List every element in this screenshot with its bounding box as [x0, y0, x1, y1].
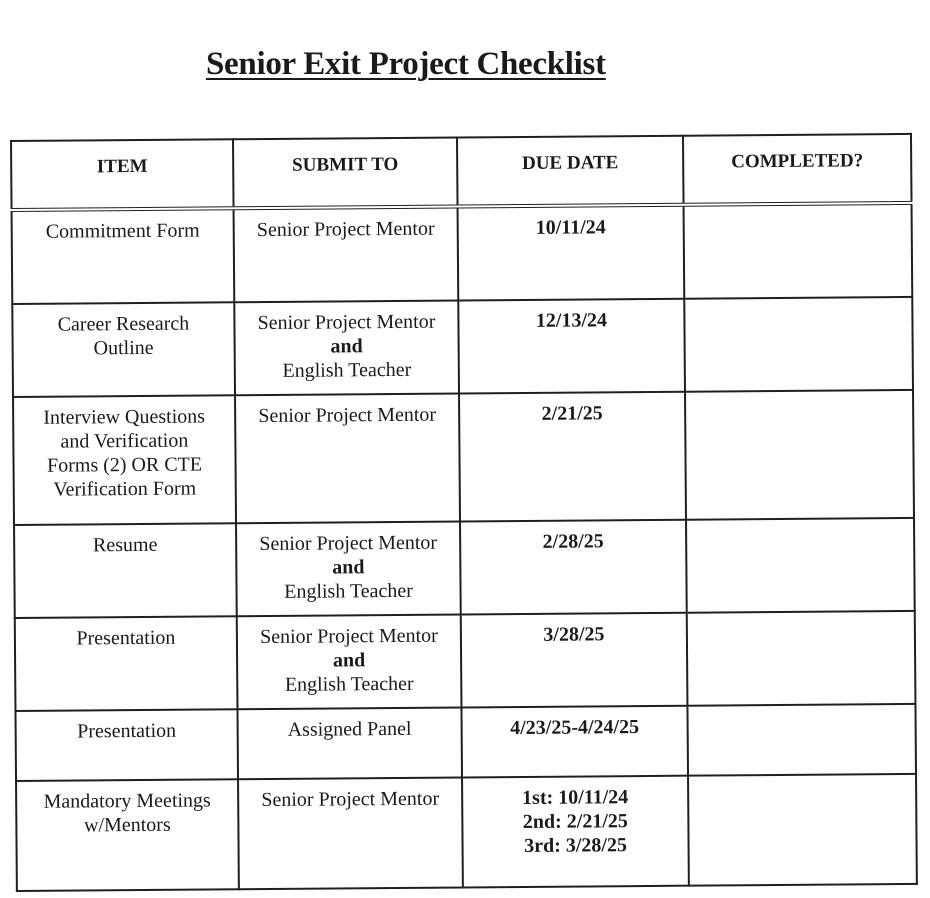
header-completed: COMPLETED?: [683, 134, 912, 205]
submit-text: English Teacher: [284, 579, 414, 603]
item-text: Commitment Form: [45, 219, 200, 243]
item-text: Outline: [93, 336, 154, 360]
table-row: [16, 774, 917, 891]
submit-text: English Teacher: [282, 358, 412, 382]
due-date-cell: [458, 299, 685, 394]
completed-cell: [687, 611, 916, 706]
submit-text: English Teacher: [284, 672, 414, 696]
table-row: [14, 518, 915, 618]
due-date-cell: [461, 613, 688, 708]
item-text: Verification Form: [53, 477, 197, 501]
due-text: 2nd: 2/21/25: [522, 810, 628, 833]
item-cell: [15, 616, 238, 711]
item-cell: [13, 395, 236, 525]
submit-to-cell: [237, 707, 462, 779]
item-text: Presentation: [76, 626, 176, 650]
item-text: Resume: [92, 533, 158, 557]
item-cell: [15, 709, 238, 781]
submit-to-cell: [234, 206, 459, 302]
item-text: Interview Questions: [43, 405, 206, 429]
submit-text: Senior Project Mentor: [258, 403, 437, 428]
page-title: Senior Exit Project Checklist: [206, 46, 606, 82]
and-connector: and: [330, 335, 363, 358]
due-text: 2/21/25: [541, 402, 603, 425]
table-row: [15, 611, 916, 711]
due-date-cell: [461, 706, 688, 778]
submit-to-cell: [234, 300, 459, 395]
due-text: 4/23/25-4/24/25: [510, 716, 640, 740]
completed-cell: [684, 203, 913, 299]
due-text: 1st: 10/11/24: [522, 786, 629, 809]
completed-cell: [687, 704, 916, 776]
submit-to-cell: [237, 614, 462, 709]
table-row: [13, 390, 914, 525]
item-cell: [16, 779, 239, 891]
due-text: 3/28/25: [543, 623, 605, 646]
completed-cell: [686, 518, 915, 613]
completed-cell: [684, 297, 913, 392]
due-date-cell: [462, 776, 689, 888]
submit-text: Senior Project Mentor: [256, 217, 435, 242]
submit-text: Senior Project Mentor: [261, 787, 440, 812]
due-text: 12/13/24: [535, 309, 608, 332]
header-due-date: DUE DATE: [457, 136, 684, 207]
table-row: [15, 704, 916, 781]
item-cell: [12, 302, 235, 397]
table-row: [12, 297, 913, 397]
submit-to-cell: [236, 521, 461, 616]
and-connector: and: [332, 649, 366, 672]
header-item: ITEM: [11, 139, 234, 210]
submit-text: Assigned Panel: [287, 717, 412, 741]
item-text: Forms (2) OR CTE: [46, 453, 203, 477]
checklist-table: [10, 133, 918, 892]
table-row: [12, 203, 913, 304]
item-text: and Verification: [60, 429, 189, 453]
and-connector: and: [332, 556, 365, 579]
completed-cell: [688, 774, 917, 886]
item-text: w/Mentors: [83, 813, 171, 837]
submit-text: Senior Project Mentor: [259, 531, 438, 556]
submit-text: Senior Project Mentor: [257, 310, 436, 335]
header-row: [11, 134, 912, 210]
due-date-cell: [458, 205, 685, 301]
due-date-cell: [459, 392, 686, 522]
item-text: Presentation: [77, 719, 177, 743]
submit-to-cell: [238, 777, 463, 889]
due-text: 3rd: 3/28/25: [524, 834, 628, 857]
header-submit-to: SUBMIT TO: [233, 137, 458, 208]
item-cell: [14, 523, 237, 618]
due-text: 10/11/24: [535, 216, 606, 239]
item-text: Mandatory Meetings: [43, 789, 211, 813]
item-text: Career Research: [57, 312, 190, 336]
due-text: 2/28/25: [542, 530, 604, 553]
item-cell: [12, 208, 235, 304]
submit-to-cell: [235, 393, 460, 523]
submit-text: Senior Project Mentor: [259, 624, 438, 649]
due-date-cell: [460, 520, 687, 615]
completed-cell: [685, 390, 914, 520]
